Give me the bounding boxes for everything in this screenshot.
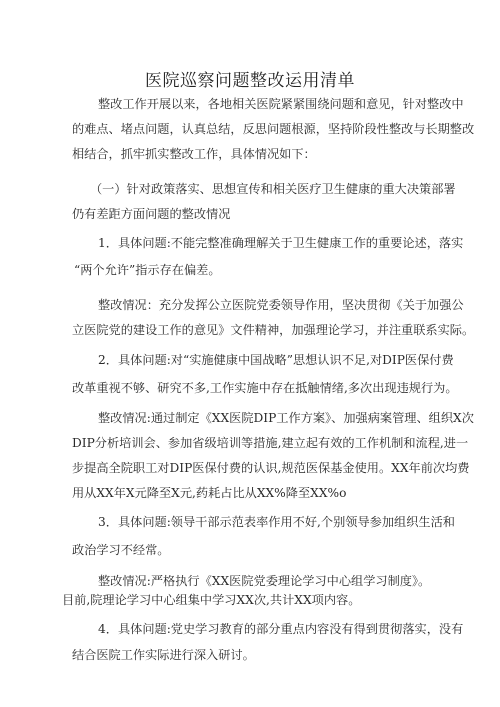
problem-line: 4．具体问题:党史学习教育的部分重点内容没有得到贯彻落实，没有 bbox=[98, 622, 464, 636]
section-heading-line: 仍有差距方面问题的整改情况 bbox=[72, 207, 231, 221]
problem-line: 1．具体问题:不能完整准确理解关于卫生健康工作的重要论述，落实 bbox=[98, 236, 464, 250]
paragraph-line: 相结合，抓牢抓实整改工作，具体情况如下： bbox=[72, 147, 316, 161]
problem-line: “两个允许”指示存在偏差。 bbox=[74, 263, 221, 277]
problem-line: 2．具体问题:对“实施健康中国战略”思想认识不足,对DIP医保付费 bbox=[98, 353, 454, 367]
rectification-line: DIP分析培训会、参加省级培训等措施,建立起有效的工作机制和流程,进一 bbox=[72, 436, 469, 450]
paragraph-line: 整改工作开展以来，各地相关医院紧紧围绕问题和意见，针对整改中 bbox=[98, 97, 464, 111]
rectification-line: 整改情况:通过制定《XX医院DIP工作方案》、加强病案管理、组织X次 bbox=[98, 411, 474, 425]
rectification-line: 整改情况：充分发挥公立医院党委领导作用，坚决贯彻《关于加强公 bbox=[98, 298, 464, 312]
rectification-line: 立医院党的建设工作的意见》文件精神，加强理论学习，并注重联系实际。 bbox=[72, 323, 475, 337]
rectification-line: 步提高全院职工对DIP医保付费的认识,规范医保基金使用。XX年前次均费 bbox=[72, 461, 470, 475]
problem-line: 结合医院工作实际进行深入研讨。 bbox=[72, 648, 255, 662]
rectification-line: 用从XX年X元降至X元,药耗占比从XX%降至XX%o bbox=[72, 486, 347, 500]
rectification-line: 整改情况:严格执行《XX医院党委理论学习中心组学习制度》。 bbox=[98, 574, 431, 588]
paragraph-line: 的难点、堵点问题，认真总结，反思问题根源，坚持阶段性整改与长期整改 bbox=[72, 122, 475, 136]
problem-line: 政治学习不经常。 bbox=[72, 543, 170, 557]
section-heading-line: （一）针对政策落实、思想宣传和相关医疗卫生健康的重大决策部署 bbox=[90, 182, 456, 196]
rectification-line: 目前,院理论学习中心组集中学习XX次,共计XX项内容。 bbox=[62, 593, 361, 607]
page-title: 医院巡察问题整改运用清单 bbox=[145, 71, 355, 91]
problem-line: 3．具体问题:领导干部示范表率作用不好,个别领导参加组织生活和 bbox=[98, 515, 455, 529]
problem-line: 改革重视不够、研究不多,工作实施中存在抵触情绪,多次出现违规行为。 bbox=[72, 381, 458, 395]
